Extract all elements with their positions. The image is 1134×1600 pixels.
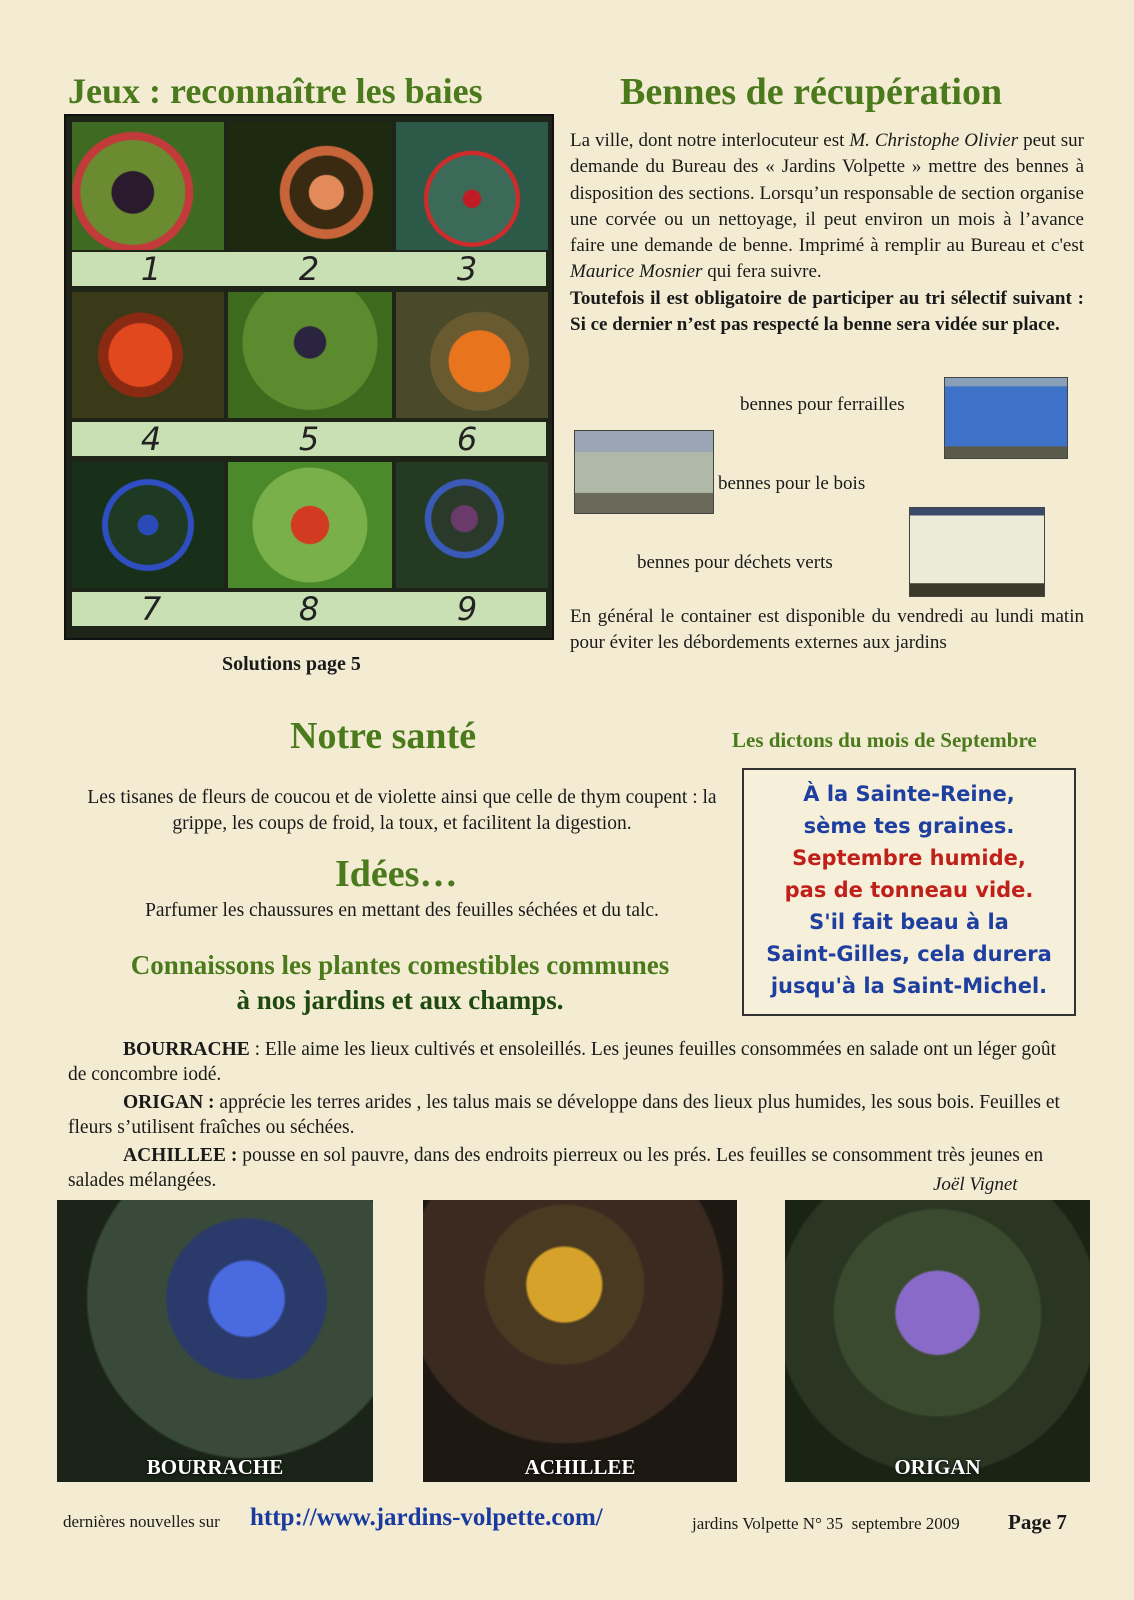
bennes-title: Bennes de récupération bbox=[620, 71, 1003, 113]
berries-title: Jeux : reconnaître les baies bbox=[68, 71, 483, 111]
solutions-note: Solutions page 5 bbox=[222, 653, 361, 675]
origan-paragraph bbox=[68, 1091, 1078, 1140]
bennes-intro-a: La ville, dont notre interlocuteur est bbox=[570, 130, 850, 151]
bennes-warning: Toutefois il est obligatoire de participer au tri sélectif suivant : Si ce dernier n’est pas respecté la benne sera vidée sur place. bbox=[570, 287, 1084, 336]
bourrache-paragraph bbox=[68, 1038, 1078, 1087]
dicton-line: À la Sainte-Reine, bbox=[803, 782, 1015, 806]
author: Joël Vignet bbox=[933, 1174, 1018, 1195]
dicton-line: pas de tonneau vide. bbox=[784, 878, 1034, 902]
sante-title: Notre santé bbox=[290, 715, 477, 757]
footer-news: dernières nouvelles sur bbox=[63, 1512, 220, 1531]
label-verts: bennes pour déchets verts bbox=[637, 552, 833, 573]
berry-photo-8 bbox=[228, 462, 392, 588]
contact-name: M. Christophe Olivier bbox=[849, 130, 1019, 151]
bourrache-photo bbox=[57, 1200, 373, 1482]
berry-photo-2 bbox=[228, 122, 392, 250]
bennes-intro-c: qui fera suivre. bbox=[702, 261, 822, 283]
berry-number: 6 bbox=[456, 420, 478, 458]
dictons-title: Les dictons du mois de Septembre bbox=[732, 728, 1037, 752]
bourrache-label: BOURRACHE bbox=[123, 1039, 250, 1060]
berry-photo-6 bbox=[396, 292, 548, 418]
berry-number: 7 bbox=[140, 590, 162, 628]
contact-name-2: Maurice Mosnier bbox=[570, 261, 703, 283]
dicton-line: S'il fait beau à la bbox=[809, 910, 1009, 934]
bennes-availability: En général le container est disponible du vendredi au lundi matin pour éviter les débordements externes aux jardins bbox=[570, 606, 1084, 654]
dicton-line: jusqu'à la Saint-Michel. bbox=[770, 974, 1048, 998]
idees-title: Idées… bbox=[335, 853, 458, 895]
achillee-text: pousse en sol pauvre, dans des endroits pierreux ou les prés. Les feuilles se consomment très jeunes en salades mélangées. bbox=[68, 1145, 1044, 1191]
berry-photo-3 bbox=[396, 122, 548, 250]
berry-number-row-1 bbox=[72, 252, 546, 286]
berry-number: 3 bbox=[456, 250, 478, 288]
berry-number: 5 bbox=[298, 420, 320, 458]
origan-caption: ORIGAN bbox=[894, 1455, 981, 1479]
plantes-title-line1: Connaissons les plantes comestibles communes bbox=[130, 950, 670, 980]
dicton-line: Septembre humide, bbox=[792, 846, 1026, 870]
plantes-title-line2: à nos jardins et aux champs. bbox=[236, 985, 564, 1015]
berry-photo-4 bbox=[72, 292, 224, 418]
berry-photo-7 bbox=[72, 462, 224, 588]
bennes-text bbox=[570, 128, 1084, 338]
achillee-caption: ACHILLEE bbox=[524, 1455, 636, 1479]
berry-number: 9 bbox=[456, 590, 478, 628]
ferrailles-bin-photo bbox=[944, 377, 1068, 459]
berry-number-row-3 bbox=[72, 592, 546, 626]
idees-text: Parfumer les chaussures en mettant des feuilles séchées et du talc. bbox=[145, 900, 659, 921]
berry-grid bbox=[64, 114, 554, 640]
dictons-box bbox=[742, 768, 1076, 1016]
page-number: Page 7 bbox=[1008, 1510, 1067, 1534]
footer-issue: jardins Volpette N° 35 septembre 2009 bbox=[692, 1514, 960, 1533]
achillee-photo bbox=[423, 1200, 737, 1482]
berry-photo-1 bbox=[72, 122, 224, 250]
verts-bin-photo bbox=[909, 507, 1045, 597]
origan-text: apprécie les terres arides , les talus mais se développe dans des lieux plus humides, les sous bois. Feuilles et fleurs s’utilisent fraîches ou séchées. bbox=[68, 1092, 1060, 1138]
bennes-intro-b: peut sur demande du Bureau des « Jardins Volpette » mettre des bennes à disposition des sections. Lorsqu’un responsable de section organise une corvée ou un nettoyage, il peut environ un mois à l’avance faire une demande de benne. Imprimé à remplir au Bureau et c'est bbox=[570, 130, 1084, 257]
dicton-line: sème tes graines. bbox=[803, 814, 1015, 838]
origan-label: ORIGAN : bbox=[123, 1092, 215, 1113]
dicton-line: Saint-Gilles, cela durera bbox=[766, 942, 1052, 966]
berry-photo-9 bbox=[396, 462, 548, 588]
berry-number: 2 bbox=[298, 250, 320, 288]
berry-photo-5 bbox=[228, 292, 392, 418]
berry-number: 8 bbox=[298, 590, 320, 628]
berry-number-row-2 bbox=[72, 422, 546, 456]
berry-number: 4 bbox=[140, 420, 162, 458]
bois-bin-photo bbox=[574, 430, 714, 514]
bourrache-text: : Elle aime les lieux cultivés et ensoleillés. Les jeunes feuilles consommées en salade ont un léger goût de concombre iodé. bbox=[68, 1039, 1057, 1085]
sante-text: Les tisanes de fleurs de coucou et de violette ainsi que celle de thym coupent : la grippe, les coups de froid, la toux, et facilitent la digestion. bbox=[87, 787, 717, 834]
plantes-descriptions bbox=[68, 1038, 1078, 1193]
achillee-paragraph bbox=[68, 1144, 1078, 1193]
label-ferrailles: bennes pour ferrailles bbox=[740, 394, 905, 415]
berry-number: 1 bbox=[140, 250, 162, 288]
label-bois: bennes pour le bois bbox=[718, 473, 866, 494]
achillee-label: ACHILLEE : bbox=[123, 1145, 238, 1166]
origan-photo bbox=[785, 1200, 1090, 1482]
website-link[interactable]: http://www.jardins-volpette.com/ bbox=[250, 1504, 603, 1531]
plantes-title bbox=[60, 948, 740, 1018]
bourrache-caption: BOURRACHE bbox=[146, 1455, 284, 1479]
